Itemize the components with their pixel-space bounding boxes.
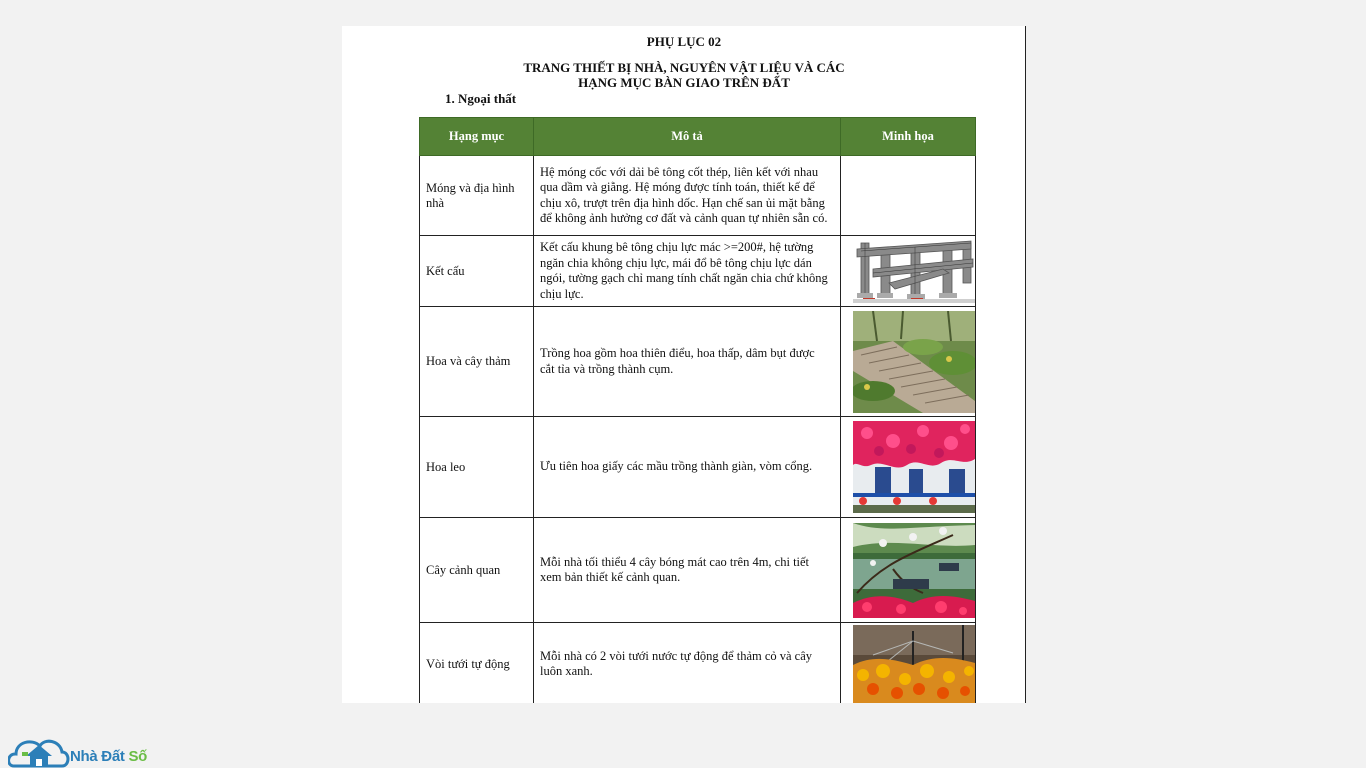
- table-row: [420, 417, 976, 518]
- row-description: Trồng hoa gồm hoa thiên điểu, hoa thấp, dâm bụt được cắt tỉa và trồng thành cụm.: [534, 307, 841, 417]
- items-table: [419, 117, 976, 703]
- row-illustration: [841, 623, 976, 704]
- table-row: [420, 623, 976, 704]
- row-illustration: [841, 518, 976, 623]
- document-title: [342, 60, 1026, 90]
- bougainvillea-image: [853, 421, 975, 513]
- row-illustration: [841, 307, 976, 417]
- row-illustration: [841, 236, 976, 307]
- section-heading: 1. Ngoại thất: [445, 91, 517, 106]
- table-row: [420, 518, 976, 623]
- garden-path-image: [853, 311, 975, 413]
- table-row: [420, 236, 976, 307]
- table-row: [420, 307, 976, 417]
- brand-name: [70, 748, 147, 765]
- header-category: Hạng mục: [420, 118, 534, 156]
- row-category: Hoa leo: [420, 417, 534, 518]
- landscape-trees-image: [853, 523, 975, 618]
- row-description: Mỗi nhà có 2 vòi tưới nước tự động để thảm cỏ và cây luôn xanh.: [534, 623, 841, 704]
- row-description: Mỗi nhà tối thiểu 4 cây bóng mát cao trên 4m, chi tiết xem bản thiết kế cảnh quan.: [534, 518, 841, 623]
- row-category: Móng và địa hình nhà: [420, 156, 534, 236]
- row-description: Kết cấu khung bê tông chịu lực mác >=200#, hệ tường ngăn chia không chịu lực, mái đổ bê tông chịu lực dán ngói, tường gạch chỉ mang tính chất ngăn chia chứ không chịu lực.: [534, 236, 841, 307]
- header-illustration: Minh họa: [841, 118, 976, 156]
- row-illustration: [841, 417, 976, 518]
- title-line-2: HẠNG MỤC BÀN GIAO TRÊN ĐẤT: [578, 75, 790, 90]
- concrete-frame-image: [853, 239, 975, 303]
- sprinkler-image: [853, 625, 975, 703]
- table-header-row: [420, 118, 976, 156]
- row-category: Kết cấu: [420, 236, 534, 307]
- row-description: Hệ móng cốc với dải bê tông cốt thép, liên kết với nhau qua dầm và giằng. Hệ móng được tính toán, thiết kế để chịu xô, trượt trên địa hình dốc. Hạn chế san ủi mặt bằng để không ảnh hưởng cơ đất và cảnh quan tự nhiên sẵn có.: [534, 156, 841, 236]
- row-category: Vòi tưới tự động: [420, 623, 534, 704]
- document-page: [342, 26, 1026, 703]
- row-illustration-empty: [841, 156, 976, 236]
- table-row: [420, 156, 976, 236]
- header-description: Mô tả: [534, 118, 841, 156]
- row-description: Ưu tiên hoa giấy các mầu trồng thành giàn, vòm cổng.: [534, 417, 841, 518]
- row-category: Cây cảnh quan: [420, 518, 534, 623]
- row-category: Hoa và cây thảm: [420, 307, 534, 417]
- brand-name-part1: Nhà Đất: [70, 748, 129, 765]
- appendix-label: PHỤ LỤC 02: [646, 34, 722, 49]
- brand-name-part2: Số: [128, 748, 148, 765]
- title-line-1: TRANG THIẾT BỊ NHÀ, NGUYÊN VẬT LIỆU VÀ CÁC: [523, 60, 845, 75]
